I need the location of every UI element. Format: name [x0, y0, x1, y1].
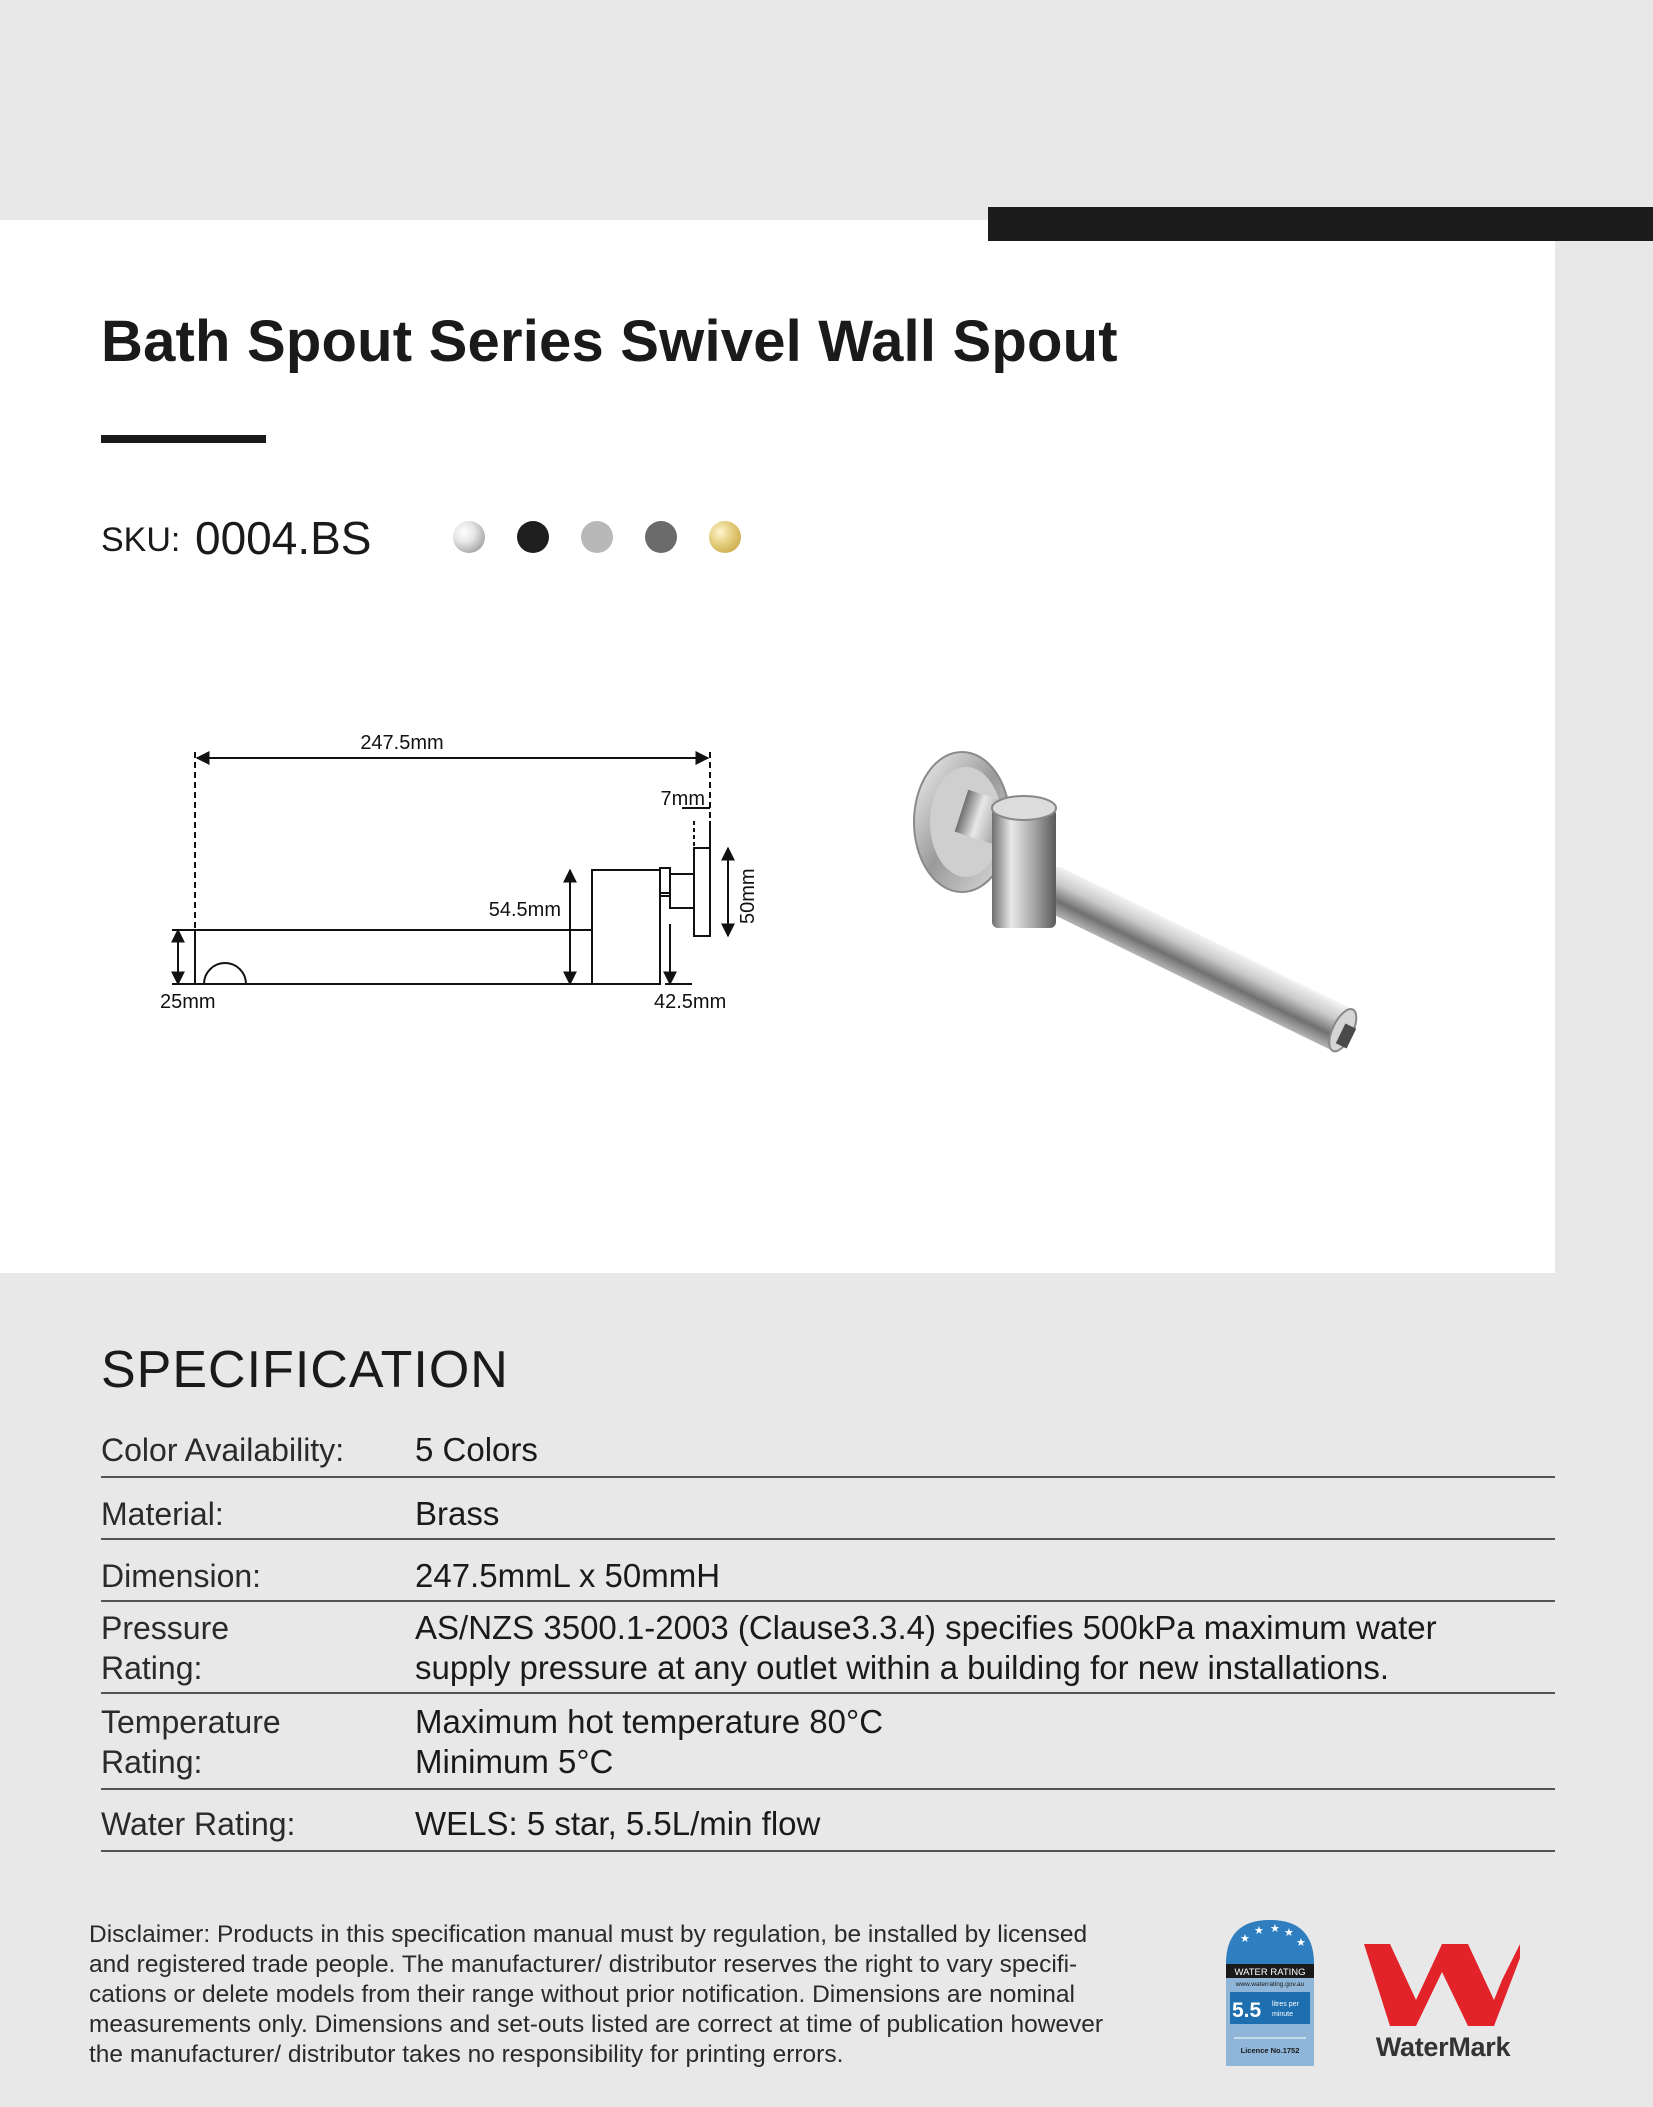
spec-row-dimension — [101, 1540, 1555, 1602]
spec-row-material — [101, 1478, 1555, 1540]
spec-value: supply pressure at any outlet within a building for new installations. — [415, 1649, 1390, 1686]
wels-flow: 5.5 — [1232, 1999, 1262, 2022]
wels-licence: Licence No.1752 — [1240, 2046, 1300, 2055]
disclaimer-line: the manufacturer/ distributor takes no responsibility for printing errors. — [89, 2041, 844, 2068]
spec-value: Brass — [415, 1495, 500, 1532]
spec-value: WELS: 5 star, 5.5L/min flow — [415, 1805, 821, 1842]
dim-plate-depth: 7mm — [660, 788, 705, 810]
dim-projection: 42.5mm — [654, 991, 727, 1013]
wels-rating-label — [1222, 1918, 1318, 2068]
disclaimer-line: Disclaimer: Products in this specification manual must by regulation, be installed by licensed — [89, 1921, 1088, 1948]
spec-label: Rating: — [101, 1744, 203, 1780]
top-band — [0, 0, 1653, 220]
dim-plate-height: 50mm — [737, 868, 759, 924]
wels-unit-1: litres per — [1272, 2001, 1299, 2008]
swatch-matte-black[interactable] — [517, 521, 549, 553]
spec-label: Pressure — [101, 1610, 230, 1646]
dimension-drawing — [160, 718, 760, 1038]
dim-length: 247.5mm — [360, 732, 444, 754]
sku-label: SKU: — [101, 521, 181, 559]
spec-row-pressure — [101, 1602, 1555, 1694]
spec-value: Minimum 5°C — [415, 1743, 614, 1780]
spec-value: AS/NZS 3500.1-2003 (Clause3.3.4) specifies 500kPa maximum water — [415, 1609, 1437, 1646]
spec-label: Material: — [101, 1496, 224, 1532]
star-icon: ★ — [1240, 1932, 1250, 1945]
title-underline — [101, 435, 266, 443]
spec-value: Maximum hot temperature 80°C — [415, 1703, 884, 1740]
star-icon: ★ — [1284, 1926, 1294, 1939]
header-accent-bar — [988, 207, 1653, 241]
star-icon: ★ — [1296, 1936, 1306, 1949]
spec-label: Rating: — [101, 1650, 203, 1686]
watermark-logo-icon — [1362, 1940, 1522, 2030]
sku-value: 0004.BS — [195, 512, 372, 564]
color-swatches — [453, 521, 741, 553]
product-title: Bath Spout Series Swivel Wall Spout — [101, 309, 1118, 374]
spec-value: 247.5mmL x 50mmH — [415, 1557, 721, 1594]
wels-title: WATER RATING — [1234, 1967, 1306, 1978]
swatch-chrome[interactable] — [453, 521, 485, 553]
swatch-brushed-gold[interactable] — [709, 521, 741, 553]
disclaimer-line: and registered trade people. The manufacturer/ distributor reserves the right to vary specifi- — [89, 1951, 1078, 1978]
spec-row-water-rating — [101, 1790, 1555, 1852]
star-icon: ★ — [1254, 1924, 1264, 1937]
spec-label: Water Rating: — [101, 1806, 296, 1842]
spec-value: 5 Colors — [415, 1431, 538, 1468]
disclaimer — [89, 1920, 1189, 2070]
wels-unit-2: minute — [1272, 2011, 1294, 2018]
spec-row-temperature — [101, 1694, 1555, 1790]
spec-label: Color Availability: — [101, 1432, 345, 1468]
spec-label: Temperature — [101, 1704, 281, 1740]
swatch-gunmetal[interactable] — [645, 521, 677, 553]
swatch-brushed-nickel[interactable] — [581, 521, 613, 553]
star-icon: ★ — [1270, 1922, 1280, 1935]
dim-spout-height: 25mm — [160, 991, 216, 1013]
wels-url: www.waterrating.gov.au — [1235, 1981, 1305, 1988]
dim-body-height: 54.5mm — [488, 899, 561, 921]
product-image — [900, 740, 1420, 1080]
specification-table — [101, 1420, 1555, 1852]
disclaimer-line: cations or delete models from their range without prior notification. Dimensions are nominal — [89, 1981, 1075, 2008]
disclaimer-line: measurements only. Dimensions and set-outs listed are correct at time of publication however — [89, 2011, 1104, 2038]
spec-row-color — [101, 1420, 1555, 1478]
spec-label: Dimension: — [101, 1558, 262, 1594]
right-margin-strip — [1555, 241, 1653, 1273]
watermark-brand: WaterMark — [1375, 2032, 1511, 2062]
specification-heading: SPECIFICATION — [101, 1341, 509, 1399]
